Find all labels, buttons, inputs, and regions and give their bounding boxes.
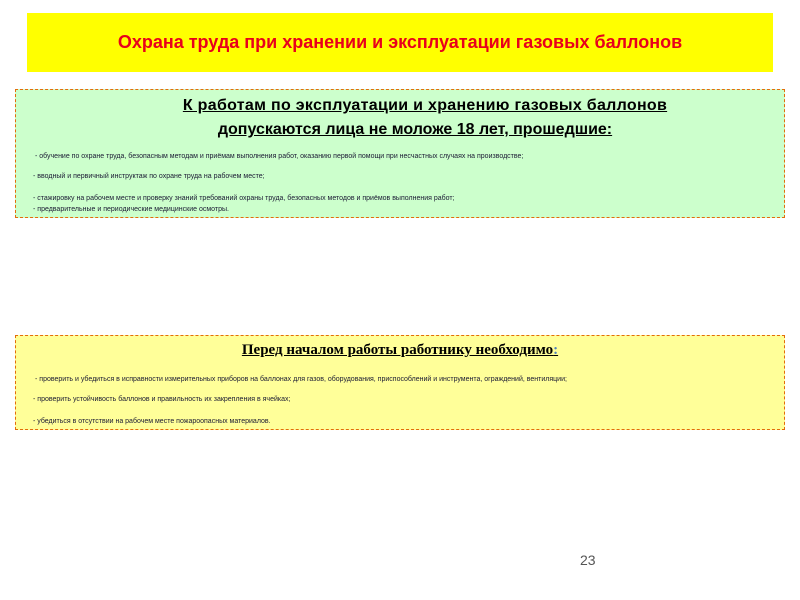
admission-heading-line2: допускаются лица не моложе 18 лет, прошедшие: (217, 121, 613, 138)
slide-title: Охрана труда при хранении и эксплуатации газовых баллонов (117, 32, 683, 52)
admission-item-briefing: - вводный и первичный инструктаж по охране труда на рабочем месте; (33, 173, 265, 180)
before-work-item-instruments: - проверить и убедиться в исправности измерительных приборов на баллонах для газов, оборудования, приспособлений и инструмента, ограждений, вентиляции; (35, 376, 567, 383)
page-number: 23 (580, 552, 596, 568)
admission-requirements-box (15, 89, 785, 218)
before-work-heading-colon: : (553, 342, 559, 358)
admission-heading-line1: К работам по эксплуатации и хранению газовых баллонов (182, 97, 668, 114)
admission-item-medical: - предварительные и периодические медицинские осмотры. (33, 206, 229, 213)
slide-title-banner (27, 13, 773, 72)
before-work-heading (16, 342, 784, 359)
before-work-item-stability: - проверить устойчивость баллонов и правильность их закрепления в ячейках; (33, 396, 291, 403)
before-work-item-fire-materials: - убедиться в отсутствии на рабочем месте пожароопасных материалов. (33, 418, 271, 425)
admission-item-training: - обучение по охране труда, безопасным методам и приёмам выполнения работ, оказанию первой помощи при несчастных случаях на производстве; (35, 153, 524, 160)
before-work-box (15, 335, 785, 430)
admission-item-internship: - стажировку на рабочем месте и проверку знаний требований охраны труда, безопасных методов и приёмов выполнения работ; (33, 195, 455, 202)
before-work-heading-text: Перед началом работы работнику необходимо (241, 342, 554, 358)
